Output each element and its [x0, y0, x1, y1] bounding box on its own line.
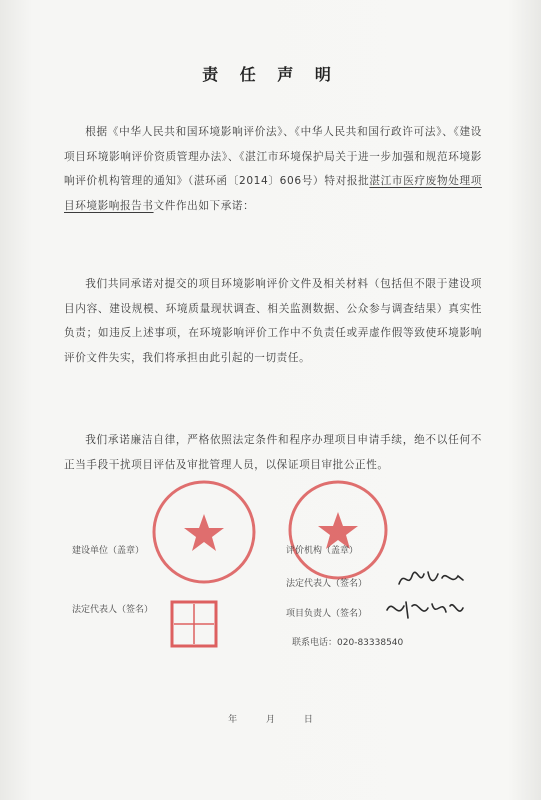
phone-number: 020-83338540 [337, 638, 404, 648]
handwritten-signature-project-lead [384, 596, 466, 624]
paragraph-integrity: 我们承诺廉洁自律，严格依照法定条件和程序办理项目申请手续，绝不以任何不正当手段干扰项目评估及审批管理人员，以保证项目审批公正性。 [64, 434, 482, 471]
paragraph-legal-basis [64, 120, 482, 218]
paragraph-commitment: 我们共同承诺对提交的项目环境影响评价文件及相关材料（包括但不限于建设项目内容、建设规模、环境质量现状调查、相关监测数据、公众参与调查结果）真实性负责；如违反上述事项，在环境影响评价工作中不负责任或弄虚作假等致使环境影响评价文件失实，我们将承担由此引起的一切责任。 [64, 278, 482, 364]
evaluator-legal-rep-label: 法定代表人（签名） [286, 579, 368, 589]
builder-seal-label: 建设单位（盖章） [72, 546, 145, 556]
project-lead-label: 项目负责人（签名） [286, 609, 368, 619]
builder-legal-rep-label: 法定代表人（签名） [72, 605, 154, 615]
evaluator-seal-label: 评价机构（盖章） [286, 546, 359, 556]
document-title: 责 任 声 明 [202, 65, 339, 84]
signing-date: 年 月 日 [228, 715, 313, 725]
evaluator-round-seal [286, 478, 390, 582]
legal-rep-square-seal [170, 600, 218, 648]
project-name: 湛江市医疗废物处理项目环境影响报告书 [64, 175, 482, 212]
builder-round-seal [150, 478, 258, 586]
paragraph-legal-basis-text: 根据《中华人民共和国环境影响评价法》、《中华人民共和国行政许可法》、《建设项目环境影响评价资质管理办法》、《湛江市环境保护局关于进一步加强和规范环境影响评价机构管理的通知》（湛环函〔2014〕606号）特对报批 [64, 126, 482, 187]
contact-phone [292, 635, 403, 648]
handwritten-signature-legal-rep [396, 566, 466, 592]
phone-label: 联系电话： [292, 638, 338, 648]
paragraph-legal-basis-end: 文件作出如下承诺： [153, 199, 255, 212]
